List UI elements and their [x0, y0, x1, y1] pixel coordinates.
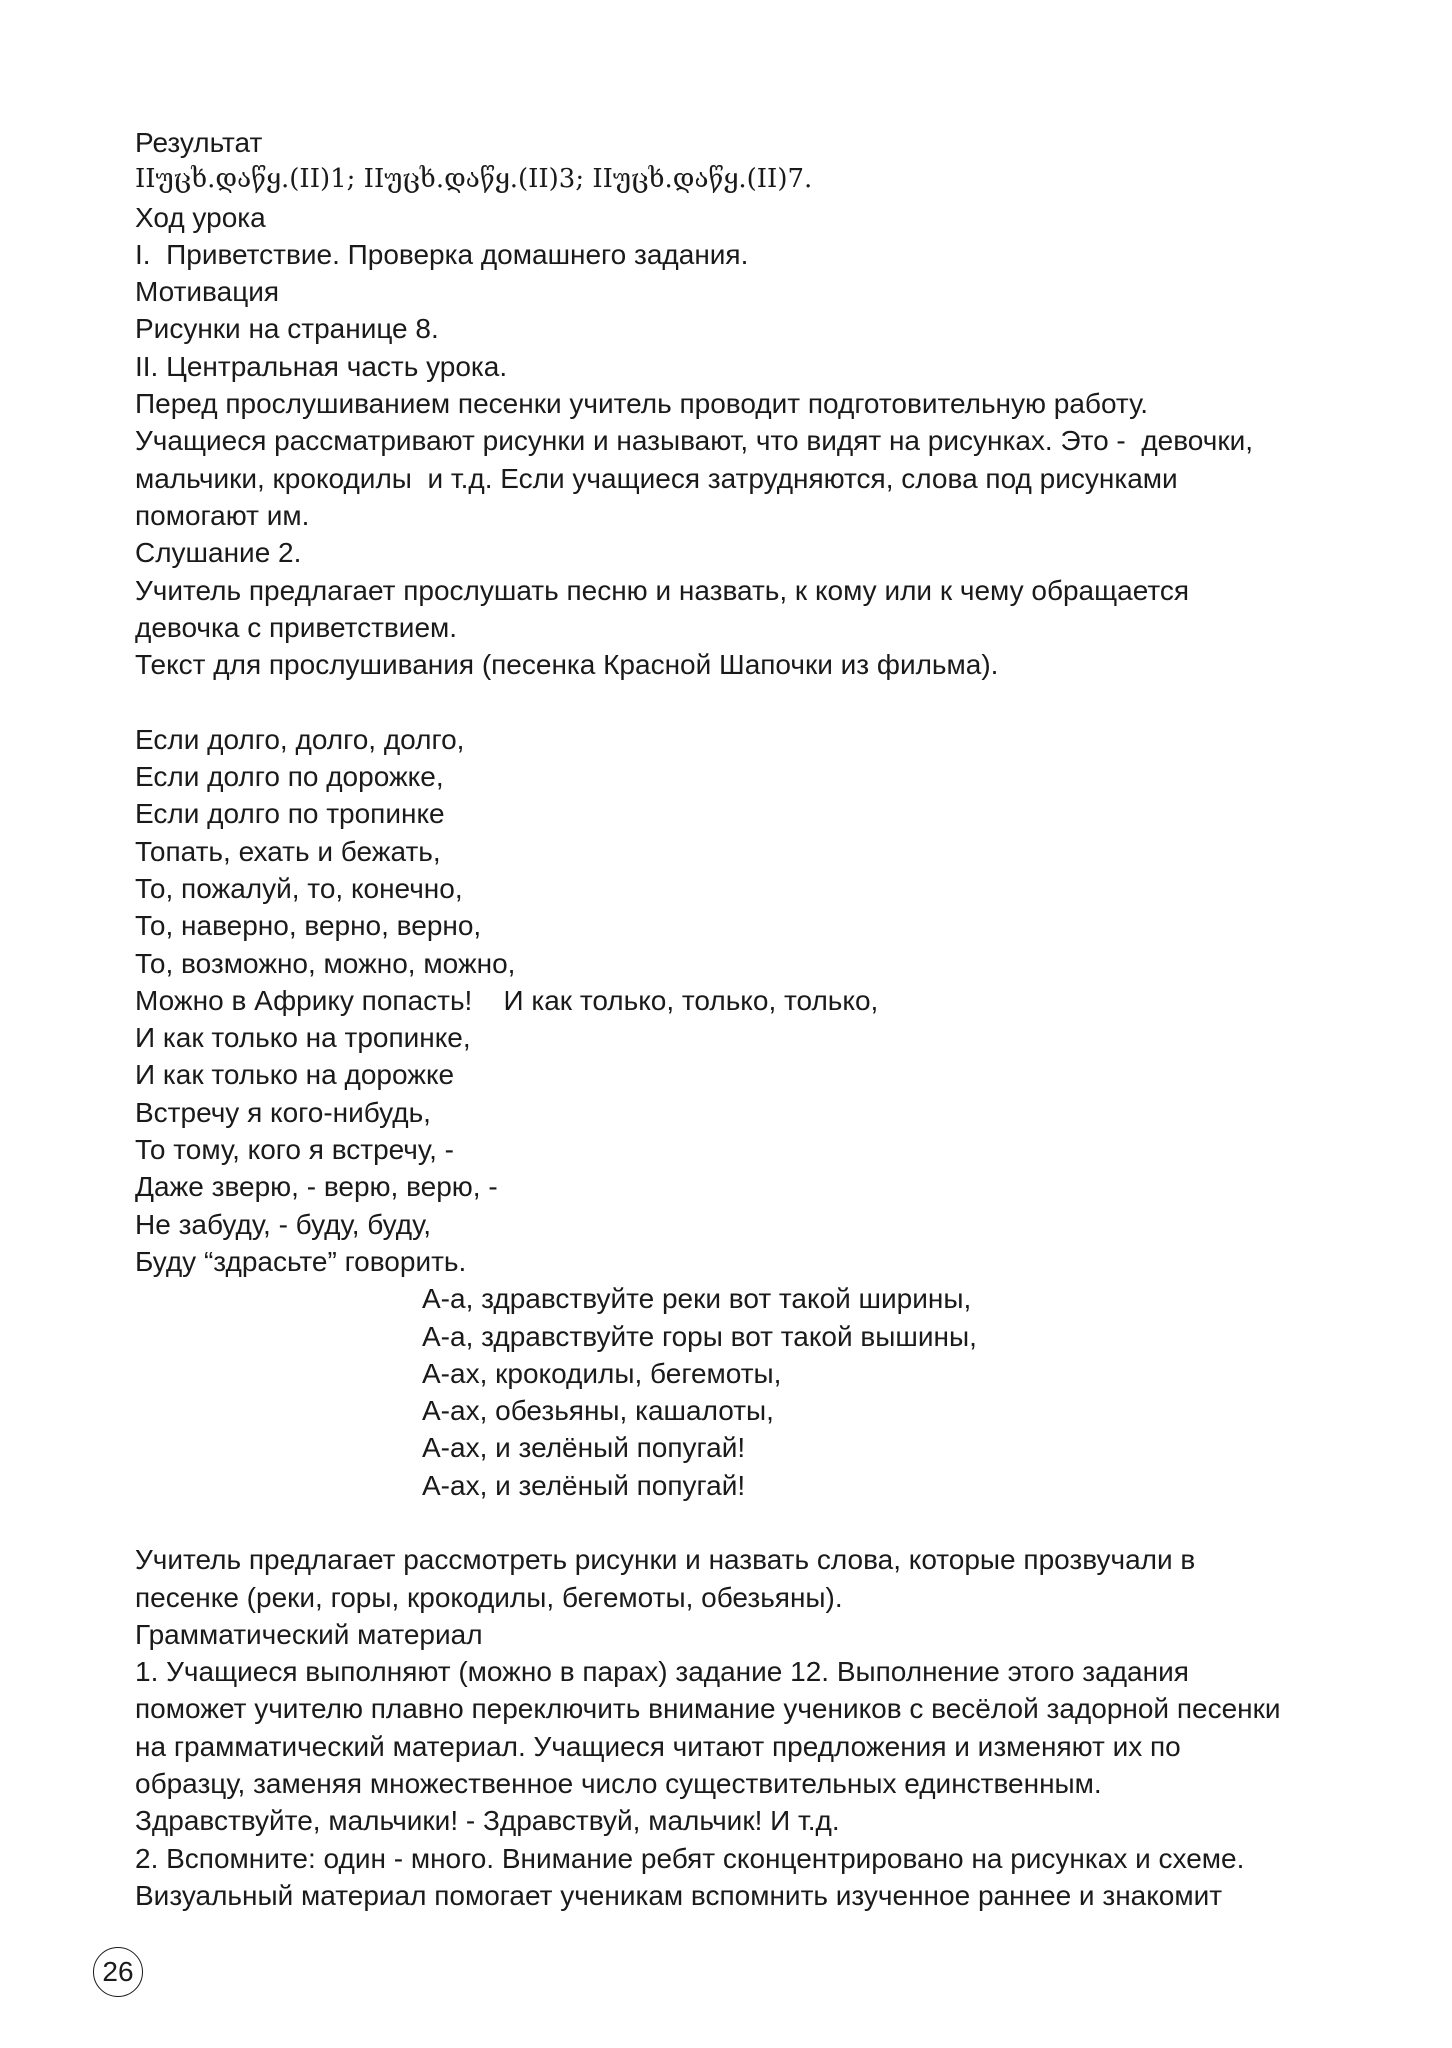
song-line: То, возможно, можно, можно,: [135, 947, 516, 979]
song-line: Если долго, долго, долго,: [135, 723, 465, 755]
result-codes: IIუცხ.დაწყ.(II)1; IIუცხ.დაწყ.(II)3; IIუცხ.დაწყ.(II)7.: [135, 164, 813, 195]
page-number: 26: [93, 1947, 143, 1997]
spacer: [135, 1504, 1335, 1541]
text-line: Мотивация: [135, 276, 280, 308]
song-line: И как только на дорожке: [135, 1059, 455, 1091]
chorus-line: А-а, здравствуйте горы вот такой вышины,: [422, 1320, 977, 1352]
song-line: Если долго по тропинке: [135, 798, 445, 830]
text-line: Грамматический материал: [135, 1618, 483, 1650]
song-line: Если долго по дорожке,: [135, 761, 444, 793]
text-line: на грамматический материал. Учащиеся читают предложения и изменяют их по: [135, 1730, 1181, 1762]
text-line: песенке (реки, горы, крокодилы, бегемоты, обезьяны).: [135, 1581, 843, 1613]
text-line: 2. Вспомните: один - много. Внимание ребят сконцентрировано на рисунках и схеме.: [135, 1842, 1245, 1874]
chorus-line: А-а, здравствуйте реки вот такой ширины,: [422, 1283, 972, 1315]
text-line: II. Центральная часть урока.: [135, 350, 508, 382]
text-line: Учитель предлагает рассмотреть рисунки и назвать слова, которые прозвучали в: [135, 1544, 1196, 1576]
chorus-line: А-ах, обезьяны, кашалоты,: [422, 1395, 774, 1427]
spacer: [135, 683, 1335, 720]
song-line: И как только на тропинке,: [135, 1022, 471, 1054]
result-label: Результат: [135, 127, 263, 158]
text-line: девочка с приветствием.: [135, 611, 458, 643]
text-line: Текст для прослушивания (песенка Красной Шапочки из фильма).: [135, 649, 999, 681]
song-line: Буду “здрасьте” говорить.: [135, 1245, 467, 1277]
text-line: Учитель предлагает прослушать песню и назвать, к кому или к чему обращается: [135, 574, 1190, 606]
chorus-line: А-ах, и зелёный попугай!: [422, 1432, 746, 1464]
song-line: Можно в Африку попасть! И как только, только, только,: [135, 984, 879, 1016]
text-line: образцу, заменяя множественное число существительных единственным.: [135, 1768, 1102, 1800]
song-line: Топать, ехать и бежать,: [135, 835, 441, 867]
lesson-flow-heading: Ход урока: [135, 201, 266, 233]
song-line: То, пожалуй, то, конечно,: [135, 872, 463, 904]
text-line: 1. Учащиеся выполняют (можно в парах) задание 12. Выполнение этого задания: [135, 1656, 1189, 1688]
text-line: Учащиеся рассматривают рисунки и называют, что видят на рисунках. Это - девочки,: [135, 425, 1254, 457]
text-line: Слушание 2.: [135, 537, 302, 569]
chorus-line: А-ах, и зелёный попугай!: [422, 1469, 746, 1501]
page-content: [135, 124, 1335, 1914]
song-line: Не забуду, - буду, буду,: [135, 1208, 432, 1240]
song-line: Встречу я кого-нибудь,: [135, 1096, 431, 1128]
song-line: То тому, кого я встречу, -: [135, 1134, 454, 1166]
song-line: Даже зверю, - верю, верю, -: [135, 1171, 498, 1203]
text-line: Здравствуйте, мальчики! - Здравствуй, мальчик! И т.д.: [135, 1805, 840, 1837]
text-line: I. Приветствие. Проверка домашнего задания.: [135, 238, 749, 270]
song-line: То, наверно, верно, верно,: [135, 910, 482, 942]
text-line: мальчики, крокодилы и т.д. Если учащиеся затрудняются, слова под рисунками: [135, 462, 1178, 494]
text-line: Визуальный материал помогает ученикам вспомнить изученное раннее и знакомит: [135, 1879, 1223, 1911]
chorus-line: А-ах, крокодилы, бегемоты,: [422, 1357, 782, 1389]
text-line: поможет учителю плавно переключить внимание учеников с весёлой задорной песенки: [135, 1693, 1281, 1725]
text-line: Рисунки на странице 8.: [135, 313, 439, 345]
text-line: Перед прослушиванием песенки учитель проводит подготовительную работу.: [135, 388, 1149, 420]
text-line: помогают им.: [135, 499, 310, 531]
